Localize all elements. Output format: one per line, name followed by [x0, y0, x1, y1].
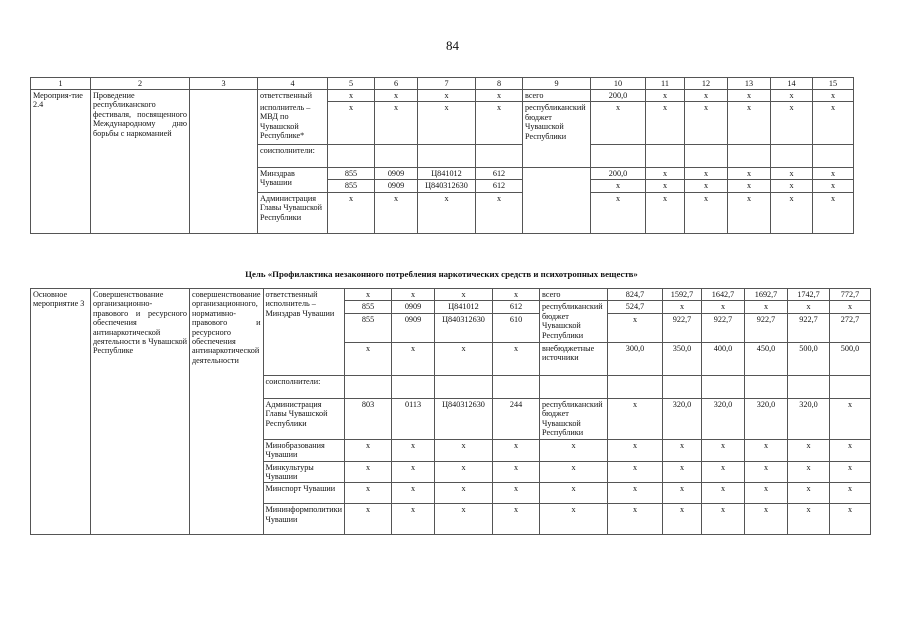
- header-cell: 13: [728, 78, 771, 90]
- data-cell: x: [418, 192, 476, 233]
- data-cell: x: [646, 192, 685, 233]
- executor-cell: Администрация Главы Чувашской Республики: [258, 192, 328, 233]
- data-cell: x: [435, 504, 493, 535]
- event-name-cell: Основное мероприятие 3: [31, 289, 91, 535]
- header-cell: 10: [591, 78, 646, 90]
- data-cell: 855: [345, 301, 392, 313]
- data-cell: x: [392, 289, 435, 301]
- data-cell: [685, 144, 728, 167]
- header-cell: 4: [258, 78, 328, 90]
- data-cell: x: [608, 398, 663, 439]
- source-cell: [523, 167, 591, 233]
- data-cell: [493, 375, 540, 398]
- data-cell: 0909: [392, 313, 435, 342]
- data-cell: x: [392, 342, 435, 375]
- data-cell: x: [435, 342, 493, 375]
- data-cell: 272,7: [830, 313, 871, 342]
- data-cell: 803: [345, 398, 392, 439]
- data-cell: x: [646, 102, 685, 145]
- data-cell: 922,7: [788, 313, 830, 342]
- data-cell: x: [771, 180, 813, 192]
- data-cell: x: [702, 504, 745, 535]
- data-cell: [745, 375, 788, 398]
- data-cell: 0909: [375, 167, 418, 179]
- data-cell: x: [493, 483, 540, 504]
- data-cell: 320,0: [663, 398, 702, 439]
- data-cell: x: [830, 504, 871, 535]
- data-cell: 1592,7: [663, 289, 702, 301]
- source-cell: всего: [540, 289, 608, 301]
- data-cell: Ц840312630: [418, 180, 476, 192]
- data-cell: [375, 144, 418, 167]
- data-cell: x: [685, 102, 728, 145]
- data-cell: [663, 375, 702, 398]
- data-cell: x: [608, 483, 663, 504]
- coexecutors-label: соисполнители:: [263, 375, 345, 398]
- data-cell: 0909: [392, 301, 435, 313]
- data-cell: x: [345, 504, 392, 535]
- data-cell: x: [493, 461, 540, 483]
- data-cell: x: [788, 301, 830, 313]
- data-cell: x: [375, 90, 418, 102]
- source-cell: республиканский бюджет Чувашской Республики: [540, 398, 608, 439]
- data-cell: x: [646, 180, 685, 192]
- data-cell: x: [345, 342, 392, 375]
- data-cell: x: [813, 167, 854, 179]
- data-cell: x: [493, 289, 540, 301]
- data-cell: x: [663, 439, 702, 461]
- data-cell: x: [663, 461, 702, 483]
- data-cell: x: [540, 461, 608, 483]
- data-cell: x: [418, 102, 476, 145]
- source-cell: республиканский бюджет Чувашской Республики: [523, 102, 591, 168]
- data-cell: x: [788, 439, 830, 461]
- data-cell: x: [328, 192, 375, 233]
- data-cell: 922,7: [663, 313, 702, 342]
- data-cell: 0909: [375, 180, 418, 192]
- data-cell: x: [476, 102, 523, 145]
- data-cell: [435, 375, 493, 398]
- data-cell: x: [728, 180, 771, 192]
- event-description-cell: Проведение республиканского фестиваля, посвященного Международному дню борьбы с наркоманией: [91, 90, 190, 234]
- data-cell: 772,7: [830, 289, 871, 301]
- data-cell: x: [728, 102, 771, 145]
- data-cell: x: [685, 192, 728, 233]
- header-cell: 14: [771, 78, 813, 90]
- data-cell: 1642,7: [702, 289, 745, 301]
- data-cell: x: [328, 90, 375, 102]
- header-cell: 2: [91, 78, 190, 90]
- data-cell: x: [345, 439, 392, 461]
- data-cell: Ц840312630: [435, 313, 493, 342]
- data-cell: [591, 144, 646, 167]
- event-description-cell: Совершенствование организационно-правового и ресурсного обеспечения антинаркотической деятельности в Чувашской Республике: [91, 289, 190, 535]
- executor-cell: ответственный исполнитель – Минздрав Чувашии: [263, 289, 345, 376]
- goal-heading: Цель «Профилактика незаконного потребления наркотических средств и психотропных веществ»: [245, 269, 638, 279]
- data-cell: [608, 375, 663, 398]
- header-cell: 6: [375, 78, 418, 90]
- data-cell: x: [591, 180, 646, 192]
- data-cell: x: [745, 483, 788, 504]
- data-cell: x: [745, 461, 788, 483]
- data-cell: x: [685, 167, 728, 179]
- data-cell: x: [493, 504, 540, 535]
- budget-table-1: [30, 77, 854, 234]
- expected-result-cell: [190, 90, 258, 234]
- data-cell: x: [392, 483, 435, 504]
- data-cell: x: [728, 90, 771, 102]
- data-cell: x: [591, 192, 646, 233]
- data-cell: x: [685, 180, 728, 192]
- data-cell: 855: [328, 167, 375, 179]
- data-cell: x: [392, 504, 435, 535]
- data-cell: 200,0: [591, 90, 646, 102]
- data-cell: x: [728, 167, 771, 179]
- header-cell: 1: [31, 78, 91, 90]
- data-cell: x: [435, 439, 493, 461]
- data-cell: x: [435, 289, 493, 301]
- data-cell: x: [745, 439, 788, 461]
- data-cell: 0113: [392, 398, 435, 439]
- data-cell: x: [771, 90, 813, 102]
- data-cell: 922,7: [702, 313, 745, 342]
- data-cell: x: [608, 461, 663, 483]
- data-cell: [702, 375, 745, 398]
- data-cell: x: [345, 461, 392, 483]
- data-cell: 612: [476, 167, 523, 179]
- data-cell: 500,0: [788, 342, 830, 375]
- data-cell: 320,0: [745, 398, 788, 439]
- data-cell: x: [830, 483, 871, 504]
- data-cell: x: [745, 504, 788, 535]
- data-cell: x: [435, 483, 493, 504]
- data-cell: 922,7: [745, 313, 788, 342]
- data-cell: x: [771, 167, 813, 179]
- data-cell: x: [646, 167, 685, 179]
- source-cell: всего: [523, 90, 591, 102]
- data-cell: [788, 375, 830, 398]
- data-cell: x: [608, 313, 663, 342]
- data-cell: x: [608, 439, 663, 461]
- executor-cell: Минкультуры Чувашии: [263, 461, 345, 483]
- data-cell: x: [702, 301, 745, 313]
- data-cell: 855: [345, 313, 392, 342]
- data-cell: [392, 375, 435, 398]
- event-name-cell: Мероприя-тие 2.4: [31, 90, 91, 234]
- header-cell: 9: [523, 78, 591, 90]
- data-cell: x: [392, 439, 435, 461]
- data-cell: x: [345, 289, 392, 301]
- data-cell: [345, 375, 392, 398]
- data-cell: x: [540, 483, 608, 504]
- data-cell: 320,0: [702, 398, 745, 439]
- page-number: 84: [446, 38, 459, 53]
- data-cell: x: [702, 483, 745, 504]
- data-cell: x: [476, 90, 523, 102]
- executor-cell: исполнитель – МВД по Чувашской Республике*: [258, 102, 328, 145]
- data-cell: x: [493, 439, 540, 461]
- data-cell: Ц840312630: [435, 398, 493, 439]
- data-cell: x: [788, 483, 830, 504]
- data-cell: x: [663, 483, 702, 504]
- expected-result-cell: совершенствование организационного, нормативно-правового и ресурсного обеспечения антинаркотической деятельности: [190, 289, 264, 535]
- executor-cell: ответственный: [258, 90, 328, 102]
- data-cell: x: [788, 504, 830, 535]
- data-cell: Ц841012: [418, 167, 476, 179]
- data-cell: 612: [476, 180, 523, 192]
- data-cell: x: [830, 439, 871, 461]
- header-cell: 8: [476, 78, 523, 90]
- data-cell: 300,0: [608, 342, 663, 375]
- header-cell: 5: [328, 78, 375, 90]
- data-cell: x: [702, 461, 745, 483]
- data-cell: x: [608, 504, 663, 535]
- data-cell: x: [375, 192, 418, 233]
- table-row: [31, 90, 854, 102]
- data-cell: x: [418, 90, 476, 102]
- data-cell: x: [813, 180, 854, 192]
- data-cell: 450,0: [745, 342, 788, 375]
- data-cell: [418, 144, 476, 167]
- executor-cell: Минобразования Чувашии: [263, 439, 345, 461]
- executor-cell: Администрация Главы Чувашской Республики: [263, 398, 345, 439]
- data-cell: 350,0: [663, 342, 702, 375]
- source-cell: республиканский бюджет Чувашской Республики: [540, 301, 608, 342]
- data-cell: x: [646, 90, 685, 102]
- data-cell: [728, 144, 771, 167]
- data-cell: x: [392, 461, 435, 483]
- data-cell: x: [788, 461, 830, 483]
- table-row: [31, 289, 871, 301]
- data-cell: x: [813, 192, 854, 233]
- data-cell: [540, 375, 608, 398]
- data-cell: x: [702, 439, 745, 461]
- data-cell: x: [813, 102, 854, 145]
- coexecutors-label: соисполнители:: [258, 144, 328, 167]
- header-cell: 12: [685, 78, 728, 90]
- data-cell: x: [591, 102, 646, 145]
- data-cell: x: [540, 439, 608, 461]
- data-cell: 610: [493, 313, 540, 342]
- data-cell: x: [375, 102, 418, 145]
- data-cell: x: [830, 398, 871, 439]
- executor-cell: Мининформполитики Чувашии: [263, 504, 345, 535]
- data-cell: x: [813, 90, 854, 102]
- data-cell: 500,0: [830, 342, 871, 375]
- data-cell: x: [728, 192, 771, 233]
- data-cell: 855: [328, 180, 375, 192]
- data-cell: [830, 375, 871, 398]
- data-cell: [771, 144, 813, 167]
- budget-table-2: [30, 288, 871, 535]
- executor-cell: Минздрав Чувашии: [258, 167, 328, 192]
- data-cell: x: [830, 461, 871, 483]
- header-cell: 11: [646, 78, 685, 90]
- source-cell: внебюджетные источники: [540, 342, 608, 375]
- data-cell: x: [493, 342, 540, 375]
- data-cell: [646, 144, 685, 167]
- data-cell: [813, 144, 854, 167]
- data-cell: x: [663, 301, 702, 313]
- data-cell: x: [540, 504, 608, 535]
- header-cell: 7: [418, 78, 476, 90]
- header-row: [31, 78, 854, 90]
- data-cell: 244: [493, 398, 540, 439]
- header-cell: 15: [813, 78, 854, 90]
- data-cell: 612: [493, 301, 540, 313]
- data-cell: 200,0: [591, 167, 646, 179]
- data-cell: x: [830, 301, 871, 313]
- data-cell: x: [328, 102, 375, 145]
- data-cell: 1742,7: [788, 289, 830, 301]
- data-cell: x: [771, 192, 813, 233]
- data-cell: 1692,7: [745, 289, 788, 301]
- data-cell: x: [476, 192, 523, 233]
- data-cell: Ц841012: [435, 301, 493, 313]
- data-cell: x: [685, 90, 728, 102]
- data-cell: x: [345, 483, 392, 504]
- data-cell: 400,0: [702, 342, 745, 375]
- data-cell: 824,7: [608, 289, 663, 301]
- data-cell: x: [435, 461, 493, 483]
- data-cell: x: [663, 504, 702, 535]
- header-cell: 3: [190, 78, 258, 90]
- data-cell: 524,7: [608, 301, 663, 313]
- data-cell: [328, 144, 375, 167]
- data-cell: 320,0: [788, 398, 830, 439]
- data-cell: x: [745, 301, 788, 313]
- data-cell: x: [771, 102, 813, 145]
- executor-cell: Минспорт Чувашии: [263, 483, 345, 504]
- data-cell: [476, 144, 523, 167]
